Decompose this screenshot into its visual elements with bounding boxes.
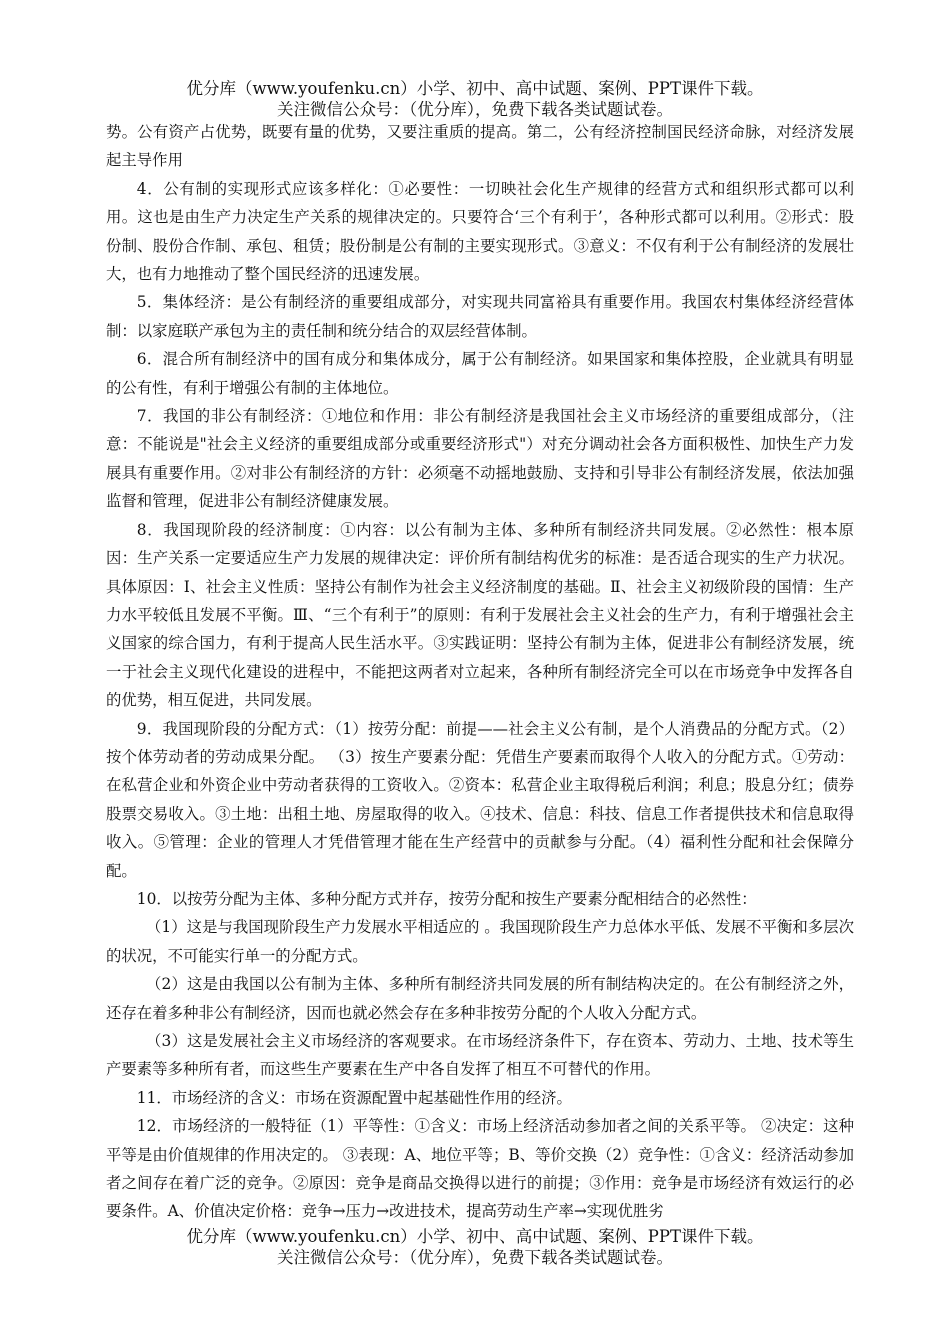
footer-line-2: 关注微信公众号：（优分库），免费下载各类试题试卷。 — [277, 1248, 673, 1267]
paragraph-6: 6．混合所有制经济中的国有成分和集体成分，属于公有制经济。如果国家和集体控股，企业就具有明显的公有性，有利于增强公有制的主体地位。 — [106, 350, 854, 397]
paragraph-4: 4．公有制的实现形式应该多样化：①必要性：一切映社会化生产规律的经营方式和组织形式都可以利用。这也是由生产力决定生产关系的规律决定的。只要符合‘三个有利于’，各种形式都可以利用。②形式：股份制、股份合作制、承包、租赁；股份制是公有制的主要实现形式。③意义：不仅有利于公有制经济的发展壮大，也有力地推动了整个国民经济的迅速发展。 — [106, 179, 854, 284]
paragraph-12: 12．市场经济的一般特征（1）平等性：①含义：市场上经济活动参加者之间的关系平等。 ②决定：这种平等是由价值规律的作用决定的。 ③表现：A、地位平等；B、等价交换（2）竞争性：①含义：经济活动参加者之间存在着广泛的竞争。②原因：竞争是商品交换得以进行的前提；③作用：竞争是市场经济有效运行的必要条件。A、价值决定价格：竞争→压力→改进技术，提高劳动生产率→实现优胜劣 — [106, 1117, 854, 1221]
paragraph-10-item-1: （1）这是与我国现阶段生产力发展水平相适应的 。我国现阶段生产力总体水平低、发展不平衡和多层次的状况，不可能实行单一的分配方式。 — [106, 918, 854, 965]
header-line-2: 关注微信公众号：（优分库），免费下载各类试题试卷。 — [277, 100, 673, 119]
paragraph-8: 8．我国现阶段的经济制度：①内容：以公有制为主体、多种所有制经济共同发展。②必然性：根本原因：生产关系一定要适应生产力发展的规律决定：评价所有制结构优劣的标准：是否适合现实的生产力状况。具体原因：Ⅰ、社会主义性质：坚持公有制作为社会主义经济制度的基础。Ⅱ、社会主义初级阶段的国情：生产力水平较低且发展不平衡。Ⅲ、“三个有利于”的原则：有利于发展社会主义社会的生产力，有利于增强社会主义国家的综合国力，有利于提高人民生活水平。③实践证明：坚持公有制为主体，促进非公有制经济发展，统一于社会主义现代化建设的进程中，不能把这两者对立起来，各种所有制经济完全可以在市场竞争中发挥各自的优势，相互促进，共同发展。 — [106, 520, 854, 710]
paragraph-11: 11．市场经济的含义：市场在资源配置中起基础性作用的经济。 — [136, 1088, 572, 1107]
document-body — [106, 118, 854, 1226]
paragraph-10: 10．以按劳分配为主体、多种分配方式并存，按劳分配和按生产要素分配相结合的必然性： — [136, 889, 757, 908]
page-header — [0, 78, 950, 120]
paragraph-10-item-2: （2）这是由我国以公有制为主体、多种所有制经济共同发展的所有制结构决定的。在公有制经济之外，还存在着多种非公有制经济，因而也就必然会存在多种非按劳分配的个人收入分配方式。 — [106, 975, 854, 1022]
paragraph-7: 7．我国的非公有制经济：①地位和作用：非公有制经济是我国社会主义市场经济的重要组成部分，（注意：不能说是"社会主义经济的重要组成部分或重要经济形式"）对充分调动社会各方面积极性、加快生产力发展具有重要作用。②对非公有制经济的方针：必须毫不动摇地鼓励、支持和引导非公有制经济发展，依法加强监督和管理，促进非公有制经济健康发展。 — [106, 407, 854, 511]
page-footer — [0, 1226, 950, 1268]
paragraph-5: 5．集体经济：是公有制经济的重要组成部分，对实现共同富裕具有重要作用。我国农村集体经济经营体制：以家庭联产承包为主的责任制和统分结合的双层经营体制。 — [106, 293, 854, 340]
paragraph-continuation: 势。公有资产占优势，既要有量的优势，又要注重质的提高。第二，公有经济控制国民经济命脉，对经济发展起主导作用 — [106, 123, 854, 170]
header-line-1: 优分库（www.youfenku.cn）小学、初中、高中试题、案例、PPT课件下载。 — [186, 79, 764, 98]
footer-line-1: 优分库（www.youfenku.cn）小学、初中、高中试题、案例、PPT课件下载。 — [186, 1227, 764, 1246]
paragraph-10-item-3: （3）这是发展社会主义市场经济的客观要求。在市场经济条件下，存在资本、劳动力、土地、技术等生产要素等多种所有者，而这些生产要素在生产中各自发挥了相互不可替代的作用。 — [106, 1032, 854, 1079]
paragraph-9: 9．我国现阶段的分配方式：（1）按劳分配：前提——社会主义公有制，是个人消费品的分配方式。（2）按个体劳动者的劳动成果分配。 （3）按生产要素分配：凭借生产要素而取得个人收入的分配方式。①劳动：在私营企业和外资企业中劳动者获得的工资收入。②资本：私营企业主取得税后利润；利息；股息分红；债券股票交易收入。③土地：出租土地、房屋取得的收入。④技术、信息：科技、信息工作者提供技术和信息取得收入。⑤管理：企业的管理人才凭借管理才能在生产经营中的贡献参与分配。（4）福利性分配和社会保障分配。 — [106, 719, 854, 880]
